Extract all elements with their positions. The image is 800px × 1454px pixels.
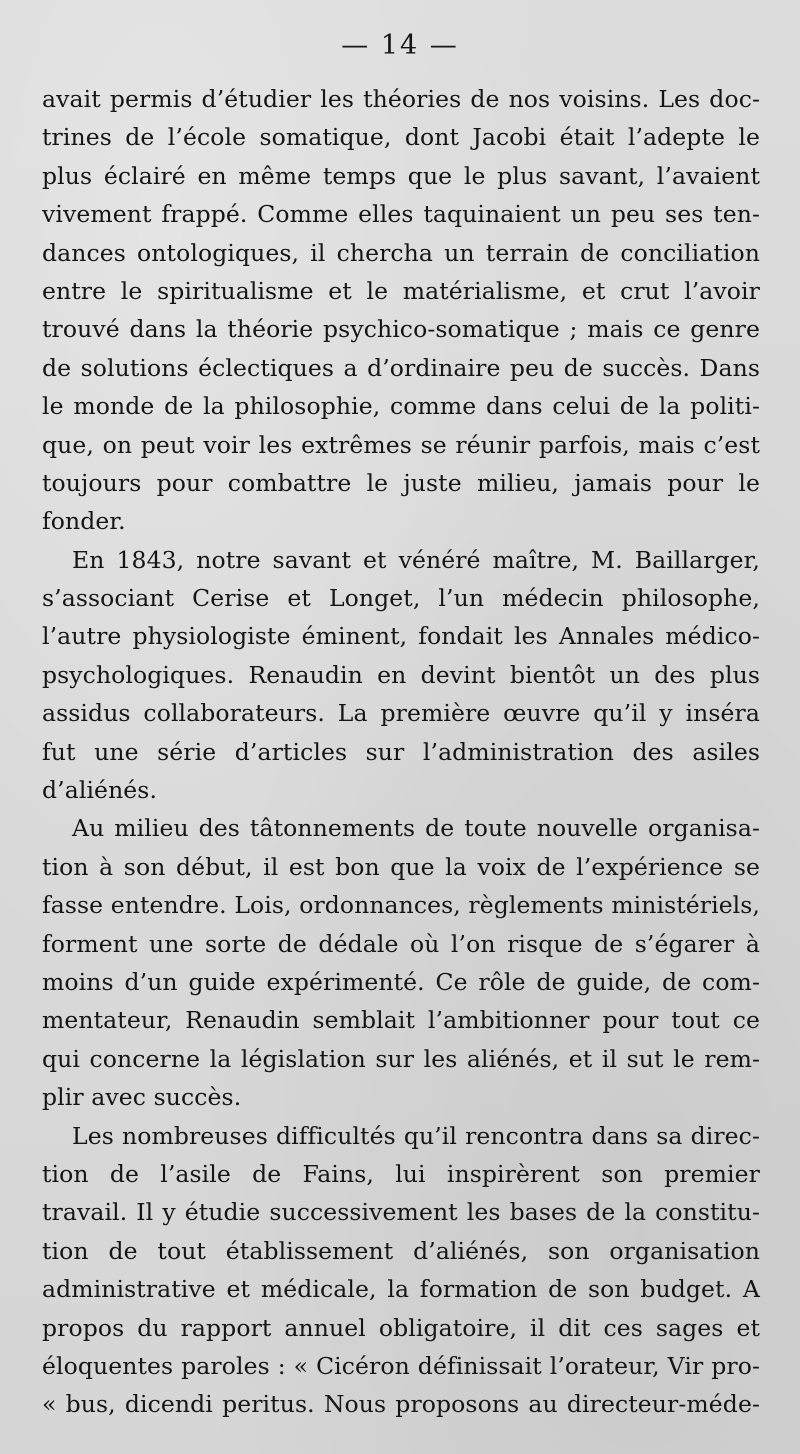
text-line: trouvé dans la théorie psychico-somatique ; mais ce genre <box>42 315 760 344</box>
text-line: mentateur, Renaudin semblait l’ambitionner pour tout ce <box>42 1006 760 1035</box>
text-line: trines de l’école somatique, dont Jacobi était l’adepte le <box>42 123 760 152</box>
text-line: éloquentes paroles : « Cicéron définissait l’orateur, Vir pro- <box>42 1351 760 1380</box>
text-line: « bus, dicendi peritus. Nous proposons au directeur-méde- <box>42 1390 760 1419</box>
page-number: — 14 — <box>341 30 459 61</box>
paragraph-3 <box>42 809 760 1116</box>
text-line: de solutions éclectiques a d’ordinaire peu de succès. Dans <box>42 353 760 382</box>
text-line: forment une sorte de dédale où l’on risque de s’égarer à <box>42 929 760 958</box>
text-line: que, on peut voir les extrêmes se réunir parfois, mais c’est <box>42 430 760 459</box>
text-line: Les nombreuses difficultés qu’il rencontra dans sa direc- <box>72 1121 760 1150</box>
text-line: propos du rapport annuel obligatoire, il dit ces sages et <box>42 1313 760 1342</box>
paragraph-2 <box>42 541 760 810</box>
text-line: assidus collaborateurs. La première œuvre qu’il y inséra <box>42 699 760 728</box>
text-line: avait permis d’étudier les théories de nos voisins. Les doc- <box>42 85 760 113</box>
text-line: moins d’un guide expérimenté. Ce rôle de guide, de com- <box>42 967 760 996</box>
paragraph-1 <box>42 80 760 541</box>
text-line: fonder. <box>42 507 126 536</box>
paragraph-4 <box>42 1117 760 1424</box>
text-line: En 1843, notre savant et vénéré maître, M. Baillarger, <box>72 545 760 574</box>
text-line: Au milieu des tâtonnements de toute nouvelle organisa- <box>72 814 760 843</box>
text-line: s’associant Cerise et Longet, l’un médecin philosophe, <box>42 584 760 613</box>
text-line: travail. Il y étudie successivement les bases de la constitu- <box>42 1198 760 1227</box>
text-line: vivement frappé. Comme elles taquinaient un peu ses ten- <box>42 200 760 229</box>
text-line: administrative et médicale, la formation de son budget. A <box>42 1275 760 1304</box>
text-line: tion à son début, il est bon que la voix de l’expérience se <box>42 852 760 881</box>
text-line: fasse entendre. Lois, ordonnances, règlements ministériels, <box>42 891 760 920</box>
text-line: le monde de la philosophie, comme dans celui de la politi- <box>42 392 760 421</box>
text-line: plir avec succès. <box>42 1083 242 1112</box>
text-line: tion de l’asile de Fains, lui inspirèrent son premier <box>42 1159 760 1188</box>
text-line: tion de tout établissement d’aliénés, son organisation <box>42 1236 760 1265</box>
text-line: psychologiques. Renaudin en devint bientôt un des plus <box>42 660 760 689</box>
text-line: toujours pour combattre le juste milieu, jamais pour le <box>42 468 760 497</box>
text-line: dances ontologiques, il chercha un terrain de conciliation <box>42 238 760 267</box>
text-line: fut une série d’articles sur l’administration des asiles <box>42 737 760 766</box>
text-line: d’aliénés. <box>42 776 158 805</box>
text-line: l’autre physiologiste éminent, fondait les Annales médico- <box>42 622 760 651</box>
text-line: qui concerne la législation sur les aliénés, et il sut le rem- <box>42 1044 760 1073</box>
text-line: plus éclairé en même temps que le plus savant, l’avaient <box>42 161 760 190</box>
text-line: entre le spiritualisme et le matérialisme, et crut l’avoir <box>42 276 760 305</box>
body-text <box>42 80 760 1424</box>
